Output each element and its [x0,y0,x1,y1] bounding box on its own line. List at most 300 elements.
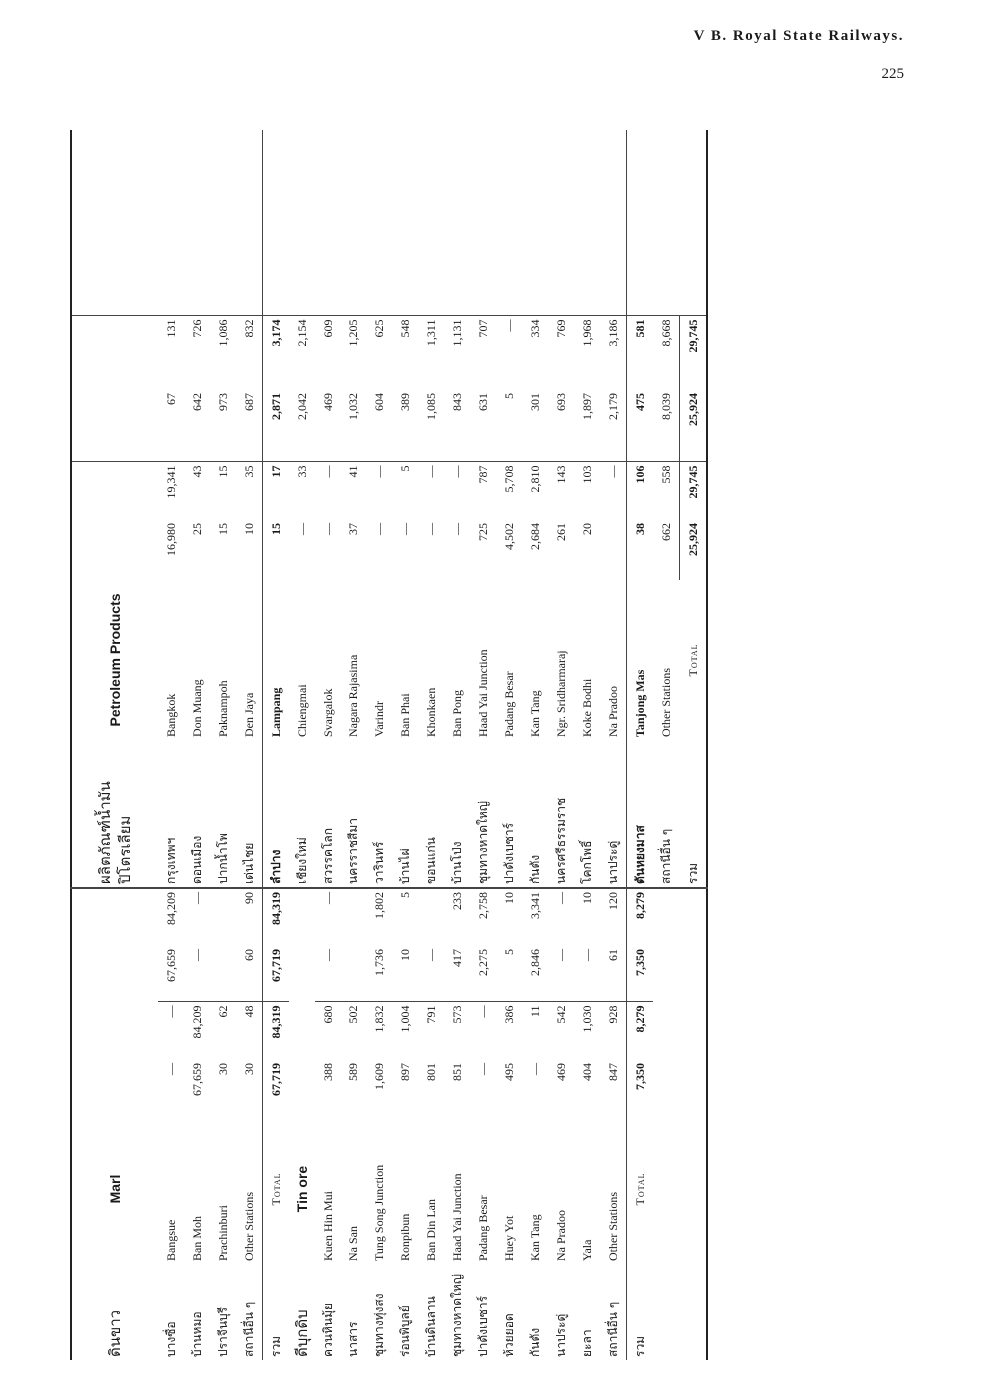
station-name: Ban Moh [189,1216,204,1261]
table-row [470,130,496,1360]
station-thai-name: ควนหินมุ้ย [320,1302,335,1357]
empty-cell [679,888,707,946]
value-cell: 41 [341,462,367,520]
value-cell: 1,968 [574,316,600,390]
value-cell: 502 [341,1002,367,1060]
value-cell: 558 [653,462,680,520]
value-cell: 5,708 [496,462,522,520]
value-cell: 386 [496,1002,522,1060]
value-cell: 48 [236,1002,263,1060]
value-cell: 548 [392,316,418,390]
station-thai-name: ชุมทางทุ่งสง [372,1293,387,1357]
value-cell: — [294,523,309,535]
value-cell: — [320,949,335,961]
value-cell: 143 [548,462,574,520]
station-name: Lampang [262,580,289,740]
station-name: Prachinburi [215,1205,230,1261]
value-cell [210,888,236,946]
value-cell: 1,897 [579,393,594,420]
value-cell [418,888,444,946]
value-cell: 973 [215,393,230,411]
table-row [444,130,470,1360]
station-thai-name: นครศรีธรรมราช [553,797,568,884]
total-value: 84,319 [262,888,289,946]
empty-cell [679,1002,707,1060]
value-cell: 33 [289,462,315,520]
page-number: 225 [881,66,904,82]
empty-cell [626,130,653,316]
station-thai-name: วารินทร์ [372,841,387,884]
total-value: 25,924 [679,390,707,462]
empty-cell [522,130,548,316]
value-cell: 843 [450,393,465,411]
station-name: Na San [346,1226,361,1261]
station-thai-name: นาสาร [346,1321,361,1357]
station-name: Nagara Rajasima [346,654,361,737]
value-cell: 625 [366,316,392,390]
station-name: Kan Tang [527,690,542,737]
value-cell: 495 [501,1063,516,1081]
empty-cell [289,130,315,316]
total-label: Total [626,1114,653,1264]
empty-cell [392,130,418,316]
total-thai-label: รวม [626,1264,653,1360]
value-cell: 131 [158,316,184,390]
petroleum-heading: Petroleum Products [107,593,123,727]
value-cell: 707 [470,316,496,390]
value-cell: 301 [527,393,542,411]
empty-cell [496,130,522,316]
station-thai-name: เชียงใหม่ [294,837,309,884]
value-cell: 15 [215,523,230,535]
empty-cell [418,130,444,316]
value-cell: — [418,462,444,520]
empty-cell [210,130,236,316]
value-cell: 38 [626,520,653,580]
value-cell: 62 [210,1002,236,1060]
empty-cell [341,130,367,316]
station-name: Kan Tang [527,1214,542,1261]
value-cell: — [398,523,413,535]
value-cell: — [548,888,574,946]
station-name: Yala [579,1239,594,1261]
marl-heading: Marl [107,1174,123,1204]
station-name: Other Stations [241,1192,256,1261]
rotated-table-wrapper [70,130,708,1360]
value-cell: — [444,462,470,520]
value-cell: 5 [392,462,418,520]
value-cell: 687 [241,393,256,411]
station-name: Don Muang [189,679,204,737]
total-value: 8,279 [626,1002,653,1060]
value-cell: — [470,1002,496,1060]
station-thai-name: สถานีอื่น ๆ [605,1301,620,1357]
value-cell: 261 [553,523,568,541]
running-head: V B. Royal State Railways. [693,28,904,44]
value-cell: 1,311 [418,316,444,390]
value-cell: 17 [262,462,289,520]
station-thai-name: สถานีอื่น ๆ [658,828,673,884]
station-name: Varindr [372,701,387,737]
table-row [418,130,444,1360]
value-cell: — [315,462,341,520]
empty-cell [679,1114,707,1264]
value-cell: — [366,462,392,520]
empty-cell [653,946,680,1002]
station-thai-name: ชุมทางหาดใหญ่ [476,801,491,884]
value-cell: 15 [262,520,289,580]
value-cell: 10 [574,888,600,946]
value-cell: 1,205 [341,316,367,390]
station-name: Tung Song Junction [372,1164,387,1261]
value-cell: — [320,523,335,535]
station-name: Padang Besar [476,1195,491,1261]
value-cell: 1,609 [372,1063,387,1090]
value-cell: 20 [579,523,594,535]
value-cell: 10 [496,888,522,946]
empty-cell [289,946,315,1002]
value-cell: 1,030 [574,1002,600,1060]
value-cell: 928 [600,1002,627,1060]
value-cell: 43 [184,462,210,520]
station-name: Na Pradoo [553,1210,568,1261]
station-thai-name: สวรรคโลก [320,827,335,884]
petroleum-thai-heading: ผลิตภัณฑ์น้ำมันปิโตรเลียม [96,781,134,884]
value-cell: 801 [424,1063,439,1081]
empty-cell [444,130,470,316]
value-cell: 2,042 [294,393,309,420]
station-name: Koke Bodhi [579,678,594,737]
value-cell: — [184,888,210,946]
station-thai-name: ปาดังเบซาร์ [476,1295,491,1357]
table-row [236,130,263,1360]
value-cell: 389 [398,393,413,411]
station-name: Other Stations [605,1192,620,1261]
value-cell: — [189,949,204,961]
station-thai-name: ลำปาง [262,740,289,888]
value-cell: 388 [320,1063,335,1081]
value-cell: 1,086 [210,316,236,390]
table-row [548,130,574,1360]
total-label: Total [262,1114,289,1264]
table-row [184,130,210,1360]
station-thai-name: ดอนเมือง [189,835,204,884]
value-cell: 642 [189,393,204,411]
station-name: Haad Yai Junction [450,1173,465,1261]
value-cell: 475 [626,390,653,462]
station-name: Huey Yot [501,1215,516,1261]
table-row [600,130,627,1360]
station-name: Ronpibun [398,1213,413,1261]
value-cell: 19,341 [158,462,184,520]
value-cell: — [372,523,387,535]
value-cell: 103 [574,462,600,520]
empty-cell [184,130,210,316]
value-cell: — [424,523,439,535]
tin-ore-heading: Tin ore [293,1165,310,1213]
empty-cell [470,130,496,316]
station-thai-name: ชุมทางหาดใหญ่ [450,1274,465,1357]
table-row [574,130,600,1360]
value-cell: 604 [372,393,387,411]
empty-cell [289,888,315,946]
station-thai-name: ปาดังเบซาร์ [501,822,516,884]
station-name: Bangsue [163,1219,178,1261]
total-value: 25,924 [679,520,707,580]
empty-cell [653,888,680,946]
rotated-table-area [70,130,708,1360]
value-cell: 2,154 [289,316,315,390]
table-row [626,130,653,1360]
value-cell: 726 [184,316,210,390]
value-cell: 3,174 [262,316,289,390]
value-cell: 2,758 [470,888,496,946]
station-thai-name: นาประดู่ [553,1313,568,1357]
value-cell: 589 [346,1063,361,1081]
value-cell: 37 [346,523,361,535]
value-cell: 5 [501,393,516,399]
empty-cell [548,130,574,316]
value-cell: 3,341 [522,888,548,946]
value-cell: 5 [501,949,516,955]
value-cell: 30 [241,1063,256,1075]
table-row [392,130,418,1360]
total-label: Total [685,643,700,677]
value-cell: 233 [444,888,470,946]
station-thai-name: บ้านหมอ [189,1311,204,1357]
total-value: 7,350 [626,1060,653,1114]
station-name: Svargalok [320,688,335,737]
station-thai-name: ขอนแก่น [424,837,439,884]
value-cell: 662 [658,523,673,541]
table-row [158,130,184,1360]
total-value: 67,719 [262,946,289,1002]
value-cell: 61 [605,949,620,961]
empty-cell [289,1002,315,1060]
value-cell: — [158,1002,184,1060]
value-cell: 725 [476,523,491,541]
value-cell [210,946,236,1002]
value-cell: 67 [163,393,178,405]
value-cell: 1,131 [444,316,470,390]
value-cell: 581 [626,316,653,390]
value-cell: — [163,1063,178,1075]
table-row [496,130,522,1360]
total-value: 8,279 [626,888,653,946]
table-row [210,130,236,1360]
value-cell: 404 [579,1063,594,1081]
station-name: Tanjong Mas [626,580,653,740]
value-cell: 2,810 [522,462,548,520]
value-cell: 1,832 [366,1002,392,1060]
value-cell: 769 [548,316,574,390]
value-cell: 2,871 [262,390,289,462]
value-cell: — [476,1063,491,1075]
value-cell: 680 [315,1002,341,1060]
table-row [315,130,341,1360]
empty-cell [262,130,289,316]
station-thai-name: บางซื่อ [163,1321,178,1357]
value-cell: — [315,888,341,946]
station-thai-name: บ้านโป่ง [450,841,465,884]
value-cell: 3,186 [600,316,627,390]
value-cell: 16,980 [163,523,178,556]
value-cell: 15 [210,462,236,520]
value-cell: 10 [241,523,256,535]
station-thai-name: กันตัง [527,1327,542,1357]
station-name: Haad Yai Junction [476,649,491,737]
value-cell [341,888,367,946]
value-cell: 832 [236,316,263,390]
value-cell: 1,085 [424,393,439,420]
total-thai-label: รวม [685,862,700,884]
station-thai-name: นครราชสีมา [346,818,361,884]
station-thai-name: บ้านดินลาน [424,1296,439,1357]
table-row [289,130,315,1360]
value-cell: 631 [476,393,491,411]
station-thai-name: สถานีอื่น ๆ [241,1301,256,1357]
value-cell: 1,032 [346,393,361,420]
tin-ore-thai-heading: ดีบุกดิบ [292,1309,311,1357]
station-thai-name: ตันหยงมาส [626,740,653,888]
value-cell: 469 [320,393,335,411]
station-name: Bangkok [163,693,178,737]
station-thai-name: กันตัง [527,854,542,884]
value-cell: 90 [236,888,263,946]
value-cell: 106 [626,462,653,520]
station-name: Ban Phai [398,693,413,737]
value-cell: — [424,949,439,961]
total-value: 84,319 [262,1002,289,1060]
value-cell: 1,802 [366,888,392,946]
marl-thai-heading: ดินขาว [106,1309,124,1357]
empty-cell [679,130,707,316]
station-name: Chiengmai [294,684,309,737]
empty-cell [679,946,707,1002]
value-cell: 334 [522,316,548,390]
station-thai-name: โคกโพธิ์ [579,840,594,884]
station-name: Ngr. Sridharmaraj [553,650,568,737]
value-cell: 35 [236,462,263,520]
table-row [522,130,548,1360]
value-cell: 2,846 [527,949,542,976]
value-cell: 10 [398,949,413,961]
empty-cell [653,1114,680,1264]
value-cell: 897 [398,1063,413,1081]
value-cell: 5 [392,888,418,946]
table-row [341,130,367,1360]
station-thai-name: เด่นไชย [241,842,256,884]
empty-cell [315,130,341,316]
value-cell: 787 [470,462,496,520]
value-cell: 1,004 [392,1002,418,1060]
empty-cell [653,1060,680,1114]
total-value: 29,745 [679,316,707,390]
table-row [679,130,707,1360]
table-header-row [71,130,158,1360]
value-cell: 469 [553,1063,568,1081]
table-body [158,130,707,1360]
value-cell [600,520,627,580]
value-cell: 8,668 [653,316,680,390]
station-name: Ban Din Lan [424,1199,439,1261]
empty-cell [366,130,392,316]
value-cell: 693 [553,393,568,411]
empty-cell [600,130,627,316]
table-row [653,130,680,1360]
station-name: Khonkaen [424,687,439,737]
total-value: 7,350 [626,946,653,1002]
value-cell: — [496,316,522,390]
station-thai-name: กรุงเทพฯ [163,837,178,884]
value-cell: 60 [241,949,256,961]
value-cell: 609 [315,316,341,390]
table-row [366,130,392,1360]
empty-cell [289,1060,315,1114]
empty-cell [236,130,263,316]
value-cell: 791 [418,1002,444,1060]
empty-cell [679,1060,707,1114]
value-cell: 417 [450,949,465,967]
empty-cell [653,130,680,316]
station-thai-name: บ้านไผ่ [398,848,413,884]
station-name: Other Stations [658,668,673,737]
station-thai-name: ยะลา [579,1329,594,1357]
value-cell: 67,659 [163,949,178,982]
total-value: 67,719 [262,1060,289,1114]
value-cell: 67,659 [189,1063,204,1096]
value-cell: 4,502 [501,523,516,550]
value-cell: — [527,1063,542,1075]
value-cell: — [450,523,465,535]
value-cell: 25 [189,523,204,535]
value-cell: — [579,949,594,961]
value-cell: 1,736 [372,949,387,976]
value-cell: — [553,949,568,961]
value-cell: 851 [450,1063,465,1081]
empty-cell [653,1002,680,1060]
station-name: Ban Pong [450,689,465,737]
value-cell: 573 [444,1002,470,1060]
station-thai-name: นาประดู่ [605,840,620,884]
value-cell: 30 [215,1063,230,1075]
table-row [262,130,289,1360]
total-thai-label: รวม [262,1264,289,1360]
railway-goods-table [70,130,708,1360]
value-cell [341,946,367,1002]
station-name: Kuen Hin Mui [320,1191,335,1261]
value-cell: 847 [605,1063,620,1081]
empty-cell [653,1264,680,1360]
value-cell: 120 [600,888,627,946]
empty-cell [679,1264,707,1360]
empty-cell [158,130,184,316]
station-thai-name: ปากน้ำโพ [215,833,230,884]
value-cell: — [600,462,627,520]
station-thai-name: ห้วยยอด [501,1313,516,1357]
station-name: Padang Besar [501,671,516,737]
station-name: Den Jaya [241,692,256,737]
value-cell: 2,179 [605,393,620,420]
station-name: Na Pradoo [605,686,620,737]
value-cell: 2,684 [527,523,542,550]
value-cell: 84,209 [158,888,184,946]
station-name: Paknampoh [215,680,230,737]
value-cell: 8,039 [658,393,673,420]
value-cell: 2,275 [476,949,491,976]
station-thai-name: ปราจีนบุรี [215,1306,230,1357]
value-cell: 11 [522,1002,548,1060]
